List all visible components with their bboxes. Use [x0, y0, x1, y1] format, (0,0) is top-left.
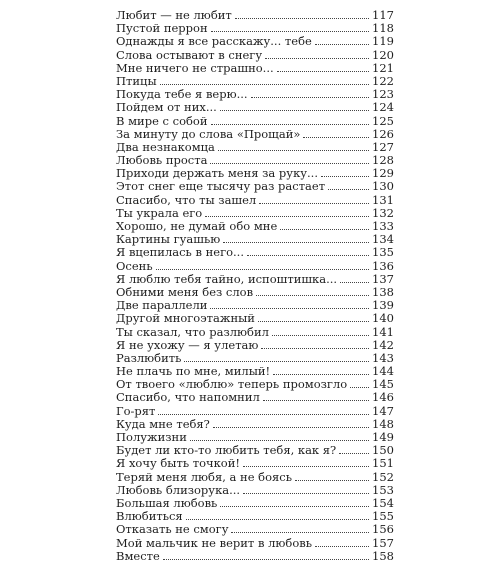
- toc-entry: [116, 550, 394, 563]
- toc-entry-title: Будет ли кто-то любить тебя, как я?: [116, 443, 337, 458]
- toc-dot-leader: [350, 387, 369, 388]
- toc-entry-title: Большая любовь: [116, 495, 218, 510]
- toc-dot-leader: [211, 31, 369, 32]
- toc-entry-page-number: 150: [372, 443, 394, 458]
- toc-entry-page-number: 131: [372, 192, 394, 207]
- toc-entry-title: Вместе: [116, 548, 160, 563]
- toc-entry-title: Я вцепилась в него...: [116, 245, 244, 260]
- toc-entry-title: Мой мальчик не верит в любовь: [116, 535, 312, 550]
- toc-entry-title: Слова остывают в снегу: [116, 47, 263, 62]
- toc-entry-title: Пустой перрон: [116, 21, 208, 36]
- toc-entry-page-number: 122: [372, 73, 394, 88]
- toc-dot-leader: [190, 440, 369, 441]
- toc-entry-page-number: 158: [372, 548, 394, 563]
- toc-entry-title: Спасибо, что напомнил: [116, 390, 260, 405]
- toc-entry-title: Любовь проста: [116, 153, 208, 168]
- toc-dot-leader: [256, 295, 369, 296]
- toc-entry-title: Я не ухожу — я улетаю: [116, 337, 259, 352]
- toc-entry-title: Обними меня без слов: [116, 284, 254, 299]
- toc-entry-page-number: 118: [372, 21, 394, 36]
- toc-entry-page-number: 138: [372, 284, 394, 299]
- toc-entry: [116, 484, 394, 497]
- toc-entry-title: Осень: [116, 258, 153, 273]
- toc-dot-leader: [315, 546, 369, 547]
- toc-entry: [116, 405, 394, 418]
- toc-entry-title: Любовь близорука...: [116, 482, 241, 497]
- toc-entry: [116, 62, 394, 75]
- toc-entry-page-number: 154: [372, 495, 394, 510]
- toc-dot-leader: [303, 137, 369, 138]
- toc-entry: [116, 180, 394, 193]
- toc-entry-page-number: 153: [372, 482, 394, 497]
- toc-entry-page-number: 128: [372, 153, 394, 168]
- toc-entry-page-number: 147: [372, 403, 394, 418]
- toc-dot-leader: [163, 559, 369, 560]
- toc-entry: [116, 497, 394, 510]
- toc-entry-page-number: 123: [372, 87, 394, 102]
- toc-entry: [116, 312, 394, 325]
- toc-entry: [116, 510, 394, 523]
- toc-entry-title: Отказать не смогу: [116, 522, 229, 537]
- toc-entry-page-number: 140: [372, 311, 394, 326]
- toc-dot-leader: [205, 216, 369, 217]
- toc-dot-leader: [280, 229, 369, 230]
- toc-dot-leader: [263, 400, 369, 401]
- toc-entry-title: Хорошо, не думай обо мне: [116, 219, 278, 233]
- toc-entry: [116, 194, 394, 207]
- toc-entry-page-number: 148: [372, 416, 394, 431]
- toc-entry-page-number: 124: [372, 100, 394, 115]
- toc-entry-page-number: 136: [372, 258, 394, 273]
- toc-entry-title: Ты сказал, что разлюбил: [116, 324, 269, 339]
- toc-entry-page-number: 142: [372, 337, 394, 352]
- toc-dot-leader: [340, 282, 369, 283]
- toc-entry-title: Однажды я все расскажу... тебе: [116, 34, 312, 49]
- table-of-contents: [116, 9, 394, 563]
- toc-dot-leader: [315, 44, 369, 45]
- toc-entry: [116, 523, 394, 536]
- toc-entry-page-number: 143: [372, 350, 394, 365]
- toc-entry-page-number: 121: [372, 60, 394, 75]
- toc-entry-page-number: 133: [372, 219, 394, 233]
- toc-entry: [116, 128, 394, 141]
- toc-dot-leader: [258, 321, 369, 322]
- toc-entry: [116, 260, 394, 273]
- toc-entry-page-number: 134: [372, 232, 394, 247]
- toc-entry-title: Два незнакомца: [116, 139, 215, 154]
- toc-entry-title: Я хочу быть точкой!: [116, 456, 241, 471]
- toc-dot-leader: [160, 84, 369, 85]
- toc-dot-leader: [277, 71, 369, 72]
- toc-dot-leader: [156, 269, 369, 270]
- toc-dot-leader: [211, 124, 370, 125]
- toc-entry-title: Спасибо, что ты зашел: [116, 192, 257, 207]
- toc-entry-page-number: 151: [372, 456, 394, 471]
- toc-entry-title: Пойдем от них...: [116, 100, 217, 115]
- toc-entry-title: Я люблю тебя тайно, испоштишка...: [116, 271, 338, 286]
- toc-dot-leader: [243, 493, 369, 494]
- toc-entry-page-number: 144: [372, 364, 394, 379]
- toc-entry-page-number: 139: [372, 298, 394, 313]
- toc-dot-leader: [321, 176, 369, 177]
- toc-dot-leader: [186, 519, 369, 520]
- toc-entry-title: Не плачь по мне, милый!: [116, 364, 271, 379]
- toc-entry-title: Разлюбить: [116, 350, 182, 365]
- toc-entry-title: Покуда тебе я верю...: [116, 87, 248, 102]
- toc-entry: [116, 49, 394, 62]
- toc-entry-page-number: 129: [372, 166, 394, 181]
- toc-entry-page-number: 137: [372, 271, 394, 286]
- toc-entry: [116, 326, 394, 339]
- toc-entry-title: Теряй меня любя, а не боясь: [116, 469, 292, 484]
- toc-entry-page-number: 152: [372, 469, 394, 484]
- toc-entry-title: Птицы: [116, 73, 157, 88]
- toc-entry: [116, 391, 394, 404]
- toc-entry-page-number: 130: [372, 179, 394, 194]
- toc-entry-page-number: 127: [372, 139, 394, 154]
- toc-entry-page-number: 145: [372, 377, 394, 392]
- toc-entry-title: За минуту до слова «Прощай»: [116, 126, 301, 141]
- toc-dot-leader: [243, 466, 369, 467]
- toc-entry: [116, 537, 394, 550]
- toc-dot-leader: [261, 348, 369, 349]
- toc-entry-title: Ты украла его: [116, 205, 203, 220]
- toc-dot-leader: [265, 58, 369, 59]
- toc-dot-leader: [247, 255, 369, 256]
- toc-dot-leader: [235, 18, 369, 19]
- toc-entry: [116, 101, 394, 114]
- toc-entry: [116, 115, 394, 128]
- toc-entry-title: Мне ничего не страшно...: [116, 60, 274, 75]
- toc-dot-leader: [251, 97, 369, 98]
- toc-dot-leader: [184, 361, 369, 362]
- toc-entry-title: Го-рят: [116, 403, 156, 418]
- toc-dot-leader: [223, 242, 369, 243]
- toc-entry: [116, 273, 394, 286]
- toc-entry-page-number: 135: [372, 245, 394, 260]
- toc-entry-page-number: 155: [372, 509, 394, 524]
- toc-entry-page-number: 141: [372, 324, 394, 339]
- toc-dot-leader: [273, 374, 369, 375]
- toc-dot-leader: [210, 308, 369, 309]
- toc-entry-page-number: 156: [372, 522, 394, 537]
- toc-dot-leader: [295, 480, 369, 481]
- toc-entry-title: Другой многоэтажный: [116, 311, 255, 326]
- toc-entry: [116, 457, 394, 470]
- toc-dot-leader: [339, 453, 369, 454]
- toc-dot-leader: [213, 427, 369, 428]
- toc-entry-title: Полужизни: [116, 430, 187, 444]
- toc-entry: [116, 246, 394, 259]
- toc-entry-title: Картины гуашью: [116, 232, 221, 247]
- toc-entry-page-number: 125: [372, 113, 394, 128]
- toc-entry-title: Любит — не любит: [116, 8, 232, 22]
- toc-dot-leader: [220, 506, 369, 507]
- toc-entry: [116, 339, 394, 352]
- toc-dot-leader: [272, 335, 369, 336]
- toc-entry-page-number: 157: [372, 535, 394, 550]
- toc-entry-title: Приходи держать меня за руку...: [116, 166, 318, 181]
- toc-dot-leader: [218, 150, 369, 151]
- toc-entry-page-number: 132: [372, 205, 394, 220]
- toc-entry-page-number: 149: [372, 430, 394, 444]
- toc-dot-leader: [158, 414, 369, 415]
- toc-dot-leader: [210, 163, 369, 164]
- toc-entry-page-number: 146: [372, 390, 394, 405]
- toc-entry-title: Этот снег еще тысячу раз растает: [116, 179, 326, 194]
- toc-dot-leader: [231, 532, 369, 533]
- toc-entry-title: Куда мне тебя?: [116, 416, 210, 431]
- toc-entry: [116, 35, 394, 48]
- toc-entry-title: Влюбиться: [116, 509, 183, 524]
- toc-entry-page-number: 119: [372, 34, 394, 49]
- toc-entry-title: От твоего «люблю» теперь промозгло: [116, 377, 348, 392]
- toc-entry-page-number: 117: [372, 8, 394, 22]
- toc-entry-title: Две параллели: [116, 298, 208, 313]
- toc-entry-title: В мире с собой: [116, 113, 208, 128]
- toc-entry-page-number: 126: [372, 126, 394, 141]
- toc-dot-leader: [220, 110, 369, 111]
- toc-entry-page-number: 120: [372, 47, 394, 62]
- toc-entry: [116, 471, 394, 484]
- toc-dot-leader: [259, 203, 369, 204]
- toc-dot-leader: [328, 189, 369, 190]
